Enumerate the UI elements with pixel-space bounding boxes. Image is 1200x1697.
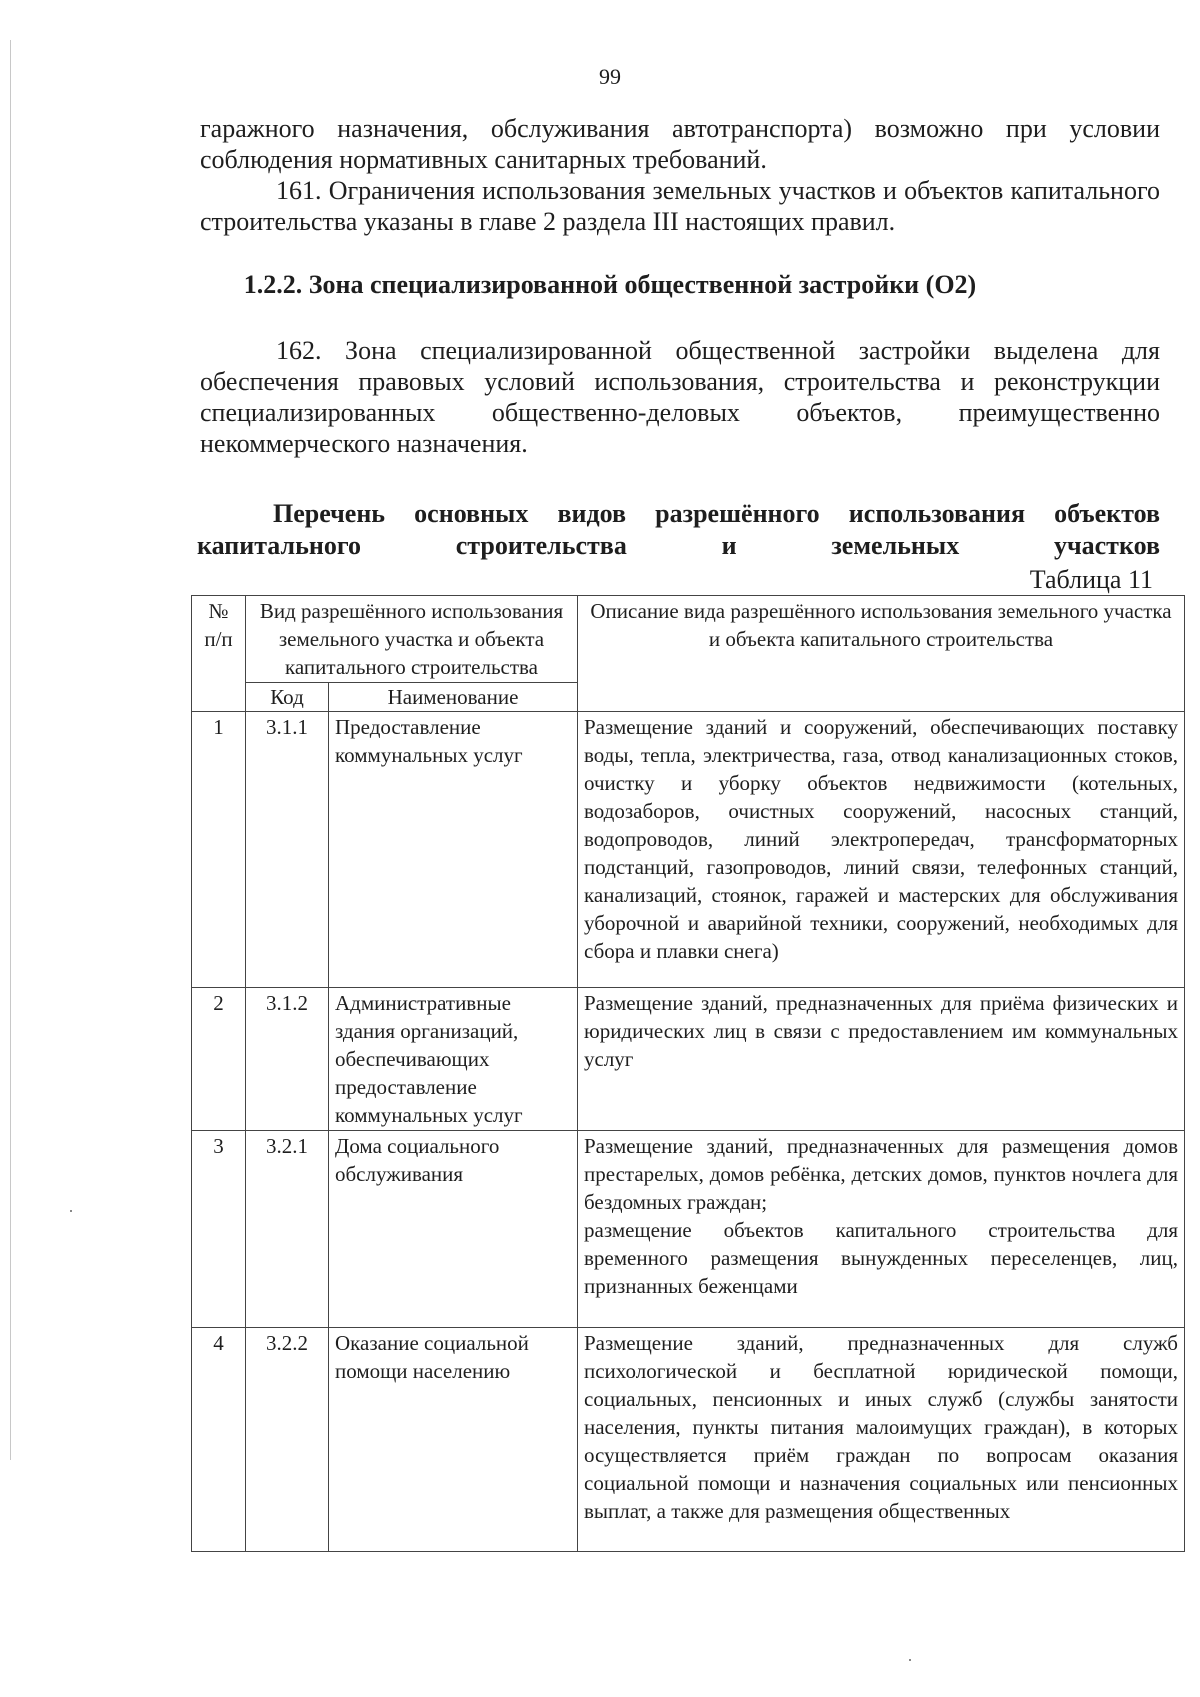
row-description: Размещение зданий, предназначенных для служб психологической и бесплатной юридической помощи, социальных, пенсионных и иных служб (службы занятости населения, пункты питания малоимущих граждан), в которых осуществляется приём граждан по вопросам оказания социальной помощи и назначения социальных или пенсионных выплат, а также для размещения общественных (578, 1328, 1185, 1552)
table-row (192, 1328, 1185, 1552)
scan-edge-line (10, 40, 11, 1460)
row-number: 3 (192, 1131, 246, 1328)
zone-description (200, 335, 1160, 459)
header-description: Описание вида разрешённого использования земельного участка и объекта капитального строительства (578, 596, 1185, 712)
table-row (192, 712, 1185, 988)
scan-speck (909, 1659, 911, 1661)
row-name: Административные здания организаций, обеспечивающих предоставление коммунальных услуг (329, 988, 578, 1131)
scan-speck (70, 1210, 72, 1212)
row-code: 3.1.2 (246, 988, 329, 1131)
row-name: Предоставление коммунальных услуг (329, 712, 578, 988)
row-number: 2 (192, 988, 246, 1131)
header-kind: Вид разрешённого использования земельного участка и объекта капитального строительства (246, 596, 578, 683)
table-row (192, 988, 1185, 1131)
row-description: Размещение зданий, предназначенных для приёма физических и юридических лиц в связи с предоставлением им коммунальных услуг (578, 988, 1185, 1131)
permitted-use-table (191, 595, 1185, 1552)
row-description: Размещение зданий и сооружений, обеспечивающих поставку воды, тепла, электричества, газа, отвод канализационных стоков, очистку и уборку объектов недвижимости (котельных, водозаборов, очистных сооружений, насосных станций, водопроводов, линий электропередач, трансформаторных подстанций, газопроводов, линий связи, телефонных станций, канализаций, стоянок, гаражей и мастерских для обслуживания уборочной и аварийной техники, сооружений, необходимых для сбора и плавки снега) (578, 712, 1185, 988)
list-heading (197, 498, 1160, 562)
row-code: 3.2.2 (246, 1328, 329, 1552)
row-number: 4 (192, 1328, 246, 1552)
row-code: 3.2.1 (246, 1131, 329, 1328)
row-description-part: размещение объектов капитального строительства для временного размещения вынужденных переселенцев, лиц, признанных беженцами (584, 1218, 1178, 1298)
row-number: 1 (192, 712, 246, 988)
paragraph-161: 161. Ограничения использования земельных участков и объектов капитального строительства указаны в главе 2 раздела III настоящих правил. (200, 176, 1160, 236)
table-caption: Таблица 11 (1029, 565, 1153, 594)
paragraph-162: 162. Зона специализированной общественной застройки выделена для обеспечения правовых условий использования, строительства и реконструкции специализированных общественно-деловых объектов, преимущественно некоммерческого назначения. (200, 336, 1160, 458)
table-row (192, 1131, 1185, 1328)
header-code: Код (246, 683, 329, 712)
row-code: 3.1.1 (246, 712, 329, 988)
page-number: 99 (599, 64, 621, 89)
header-number: № п/п (192, 596, 246, 712)
header-name: Наименование (329, 683, 578, 712)
list-heading-text: Перечень основных видов разрешённого использования объектов капитального строительства и земельных участков (197, 499, 1160, 560)
paragraph-continuation: гаражного назначения, обслуживания автотранспорта) возможно при условии соблюдения нормативных санитарных требований. (200, 114, 1160, 174)
zone-heading: 1.2.2. Зона специализированной общественной застройки (О2) (243, 270, 977, 299)
intro-text (200, 113, 1160, 237)
row-name: Оказание социальной помощи населению (329, 1328, 578, 1552)
row-description-part: Размещение зданий, предназначенных для размещения домов престарелых, домов ребёнка, детских домов, пунктов ночлега для бездомных граждан; (584, 1134, 1178, 1214)
row-description (578, 1131, 1185, 1328)
row-name: Дома социального обслуживания (329, 1131, 578, 1328)
